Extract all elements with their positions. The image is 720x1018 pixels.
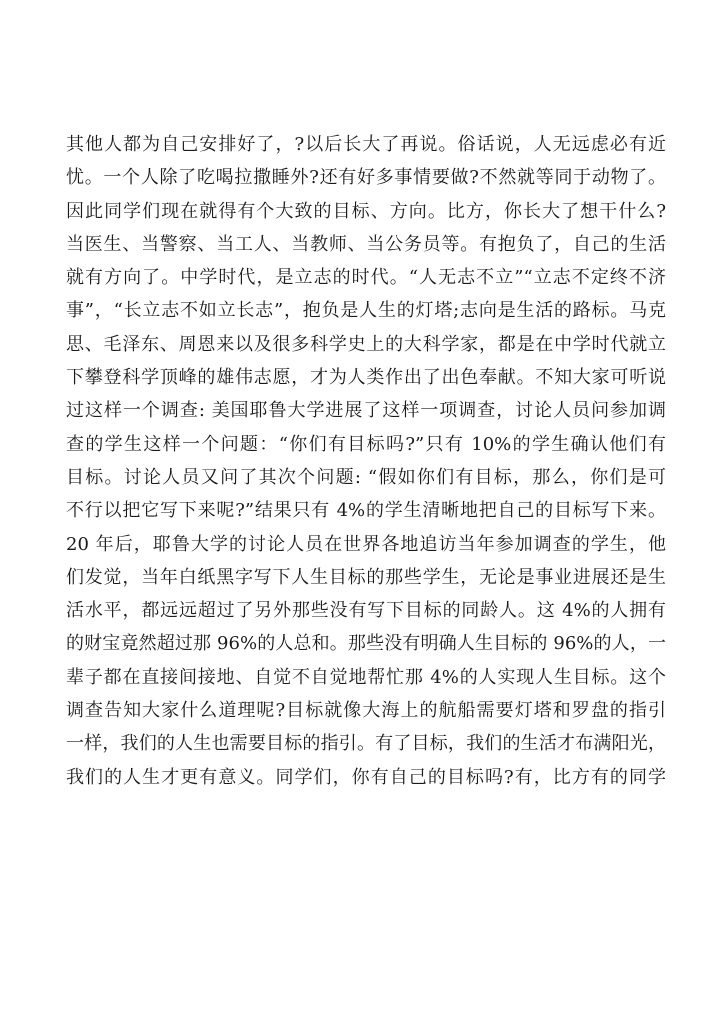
text-line: 过这样一个调查: 美国耶鲁大学进展了这样一项调查，讨论人员问参加调	[66, 400, 666, 422]
text-line: 的财宝竟然超过那 96%的人总和。那些没有明确人生目标的 96%的人，一	[66, 633, 666, 655]
text-line: 目标。讨论人员又问了其次个问题: “假如你们有目标，那么，你们是可	[66, 466, 666, 488]
text-line: 辈子都在直接间接地、自觉不自觉地帮忙那 4%的人实现人生目标。这个	[66, 666, 666, 688]
text-line: 20 年后，耶鲁大学的讨论人员在世界各地追访当年参加调查的学生，他	[66, 533, 666, 555]
text-line: 思、毛泽东、周恩来以及很多科学史上的大科学家，都是在中学时代就立	[66, 333, 666, 355]
text-line: 们发觉，当年白纸黑字写下人生目标的那些学生，无论是事业进展还是生	[66, 566, 666, 588]
text-line: 其他人都为自己安排好了，?以后长大了再说。俗话说，人无远虑必有近	[66, 134, 666, 155]
text-line: 我们的人生才更有意义。同学们，你有自己的目标吗?有，比方有的同学	[66, 766, 666, 788]
text-line: 因此同学们现在就得有个大致的目标、方向。比方，你长大了想干什么?	[66, 200, 666, 222]
text-line: 当医生、当警察、当工人、当教师、当公务员等。有抱负了，自己的生活	[66, 233, 666, 255]
text-line: 活水平，都远远超过了另外那些没有写下目标的同龄人。这 4%的人拥有	[66, 600, 666, 622]
text-line: 不行以把它写下来呢?”结果只有 4%的学生清晰地把自己的目标写下来。	[66, 500, 666, 522]
text-line: 就有方向了。中学时代，是立志的时代。“人无志不立”“立志不定终不济	[66, 267, 666, 289]
text-line: 调查告知大家什么道理呢?目标就像大海上的航船需要灯塔和罗盘的指引	[66, 700, 666, 722]
body-text	[66, 128, 666, 794]
text-line: 事”，“长立志不如立长志”，抱负是人生的灯塔;志向是生活的路标。马克	[66, 300, 666, 322]
text-line: 忧。一个人除了吃喝拉撒睡外?还有好多事情要做?不然就等同于动物了。	[66, 167, 666, 189]
text-line: 下攀登科学顶峰的雄伟志愿，才为人类作出了出色奉献。不知大家可听说	[66, 367, 666, 389]
text-line: 一样，我们的人生也需要目标的指引。有了目标，我们的生活才布满阳光，	[66, 733, 666, 755]
text-line: 查的学生这样一个问题：“你们有目标吗?”只有 10%的学生确认他们有	[66, 433, 666, 455]
